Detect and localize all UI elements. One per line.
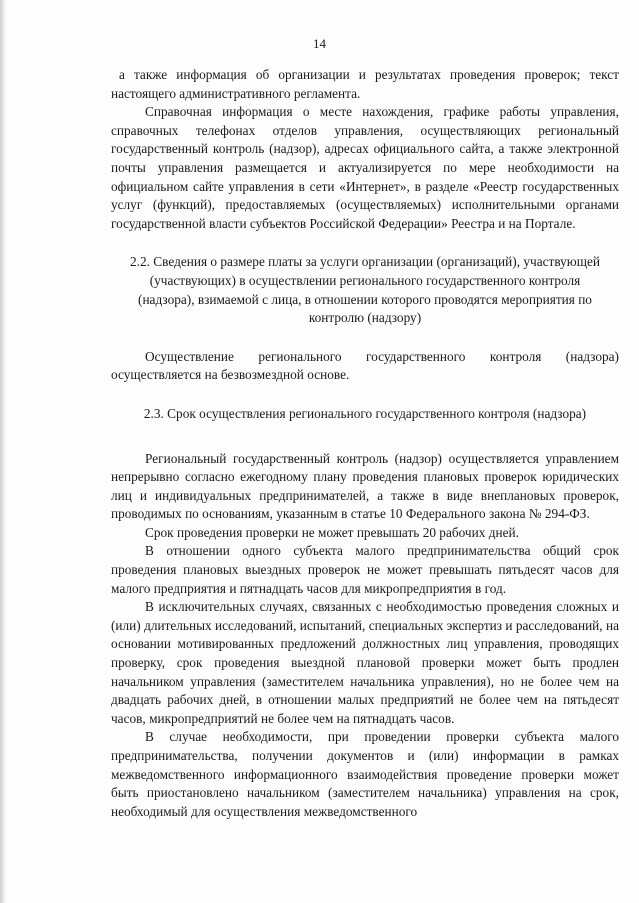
paragraph-extension-cases: В исключительных случаях, связанных с необходимостью проведения сложных и (или) длительных исследований, испытаний, специальных экспертиз и расследований, на основании мотивированных предложений должностных лиц управления, проводящих проверку, срок проведения выездной плановой проверки может быть продлен начальником управления (заместителем начальника управления), но не более чем на двадцать рабочих дней, в отношении малых предприятий не более чем на пятьдесят часов, микропредприятий не более чем на пятнадцать часов.	[111, 599, 619, 726]
paragraph-control-schedule: Региональный государственный контроль (надзор) осуществляется управлением непрерывно согласно ежегодному плану проведения плановых проверок юридических лиц и индивидуальных предпринимателей, а также в виде внеплановых проверок, проводимых по основаниям, указанным в статье 10 Федерального закона № 294-ФЗ.	[111, 450, 619, 522]
paragraph-inspection-duration: Срок проведения проверки не может превышать 20 рабочих дней.	[145, 524, 519, 540]
section-heading-2-2: 2.2. Сведения о размере платы за услуги организации (организаций), участвующей (участвующих) в осуществлении регионального государственного контроля (надзора), взимаемой с лица, в отношении которого проводятся мероприятия по контролю (надзору)	[130, 254, 600, 326]
section-heading-2-3: 2.3. Срок осуществления регионального государственного контроля (надзора)	[143, 405, 587, 421]
paragraph-suspension: В случае необходимости, при проведении проверки субъекта малого предпринимательства, получении документов и (или) информации в рамках межведомственного информационного взаимодействия проведение проверки может быть приостановлено начальником (заместителем начальника) управления на срок, необходимый для осуществления межведомственного	[111, 729, 619, 819]
paragraph-reference-info: Справочная информация о месте нахождения, графике работы управления, справочных телефонах отделов управления, осуществляющих региональный государственный контроль (надзор), адресах официального сайта, а также электронной почты управления размещается и актуализируется по мере необходимости на официальном сайте управления в сети «Интернет», в разделе «Реестр государственных услуг (функций), предоставляемых (осуществляемых) исполнительными органами государственной власти субъектов Российской Федерации» Реестра и на Портале.	[111, 104, 619, 231]
page-edge-shadow	[0, 0, 6, 903]
paragraph-free-basis: Осуществление регионального государственного контроля (надзора) осуществляется на безвозмездной основе.	[111, 348, 619, 383]
document-body	[111, 66, 619, 821]
page-number: 14	[313, 36, 326, 51]
paragraph-small-business-limit: В отношении одного субъекта малого предпринимательства общий срок проведения плановых выездных проверок не может превышать пятьдесят часов для малого предприятия и пятнадцать часов для микропредприятия в год.	[111, 543, 619, 596]
paragraph-publication-info: а также информация об организации и результатах проведения проверок; текст настоящего административного регламента.	[111, 67, 619, 101]
